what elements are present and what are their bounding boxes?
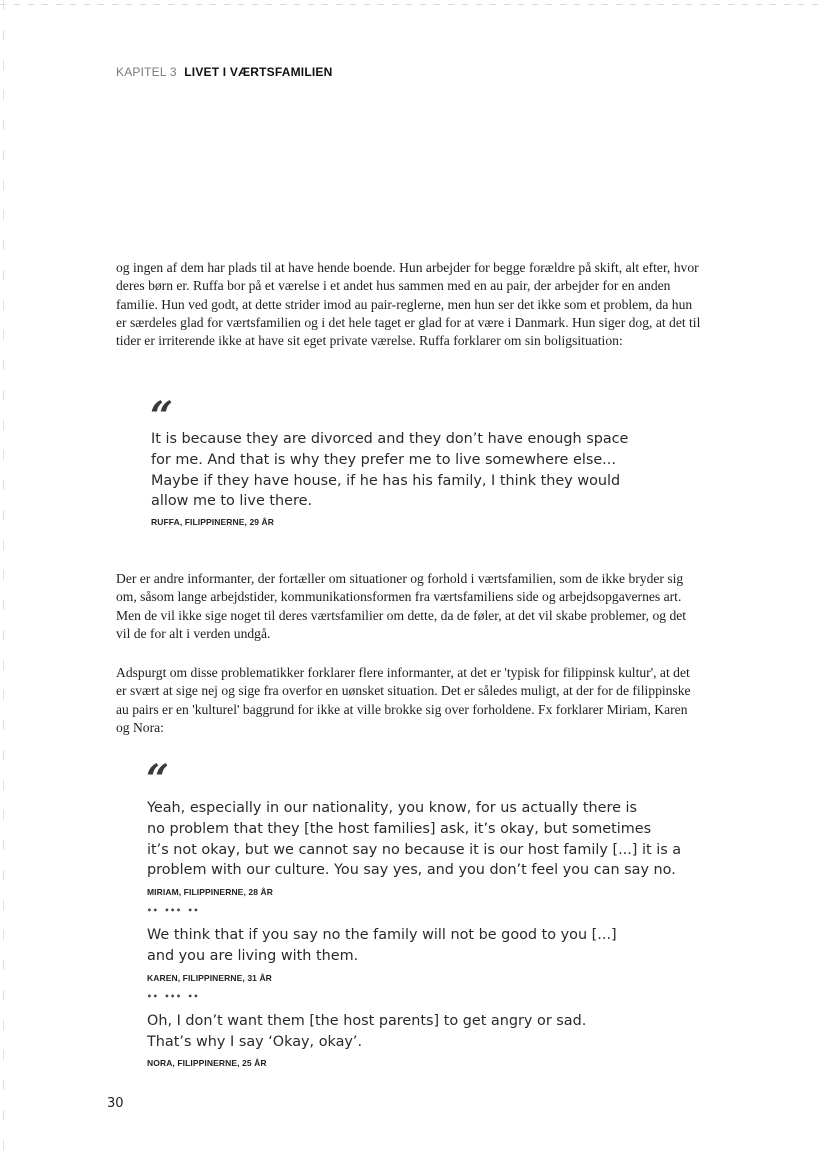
body-paragraph: og ingen af dem har plads til at have hende boende. Hun arbejder for begge forældre på skift, alt efter, hvor deres børn er. Ruffa bor på et værelse i et andet hus sammen med en au pair, der arbejder for en anden familie. Hun ved godt, at dette strider imod au pair-reglerne, men hun ser det ikke som et problem, da hun er særdeles glad for værtsfamilien og i det hele taget er glad for at være i Danmark. Hun siger dog, at det til tider er irriterende ikke at have sit eget private værelse. Ruffa forklarer om sin boligsituation:	[116, 260, 701, 349]
quote-line: Oh, I don’t want them [the host parents] to get angry or sad.	[147, 1013, 587, 1029]
quote-attribution: MIRIAM, FILIPPINERNE, 28 ÅR	[147, 887, 273, 897]
quote-line: That’s why I say ‘Okay, okay’.	[147, 1033, 363, 1050]
quote-line: no problem that they [the host families] ask, it’s okay, but sometimes	[147, 820, 652, 837]
scan-edge-top	[0, 4, 825, 5]
quote-attribution: NORA, FILIPPINERNE, 25 ÅR	[147, 1058, 267, 1068]
chapter-title: LIVET I VÆRTSFAMILIEN	[184, 65, 333, 79]
quote-attribution: KAREN, FILIPPINERNE, 31 ÅR	[147, 973, 272, 983]
quote-line: allow me to live there.	[151, 493, 313, 510]
scan-edge-left	[3, 0, 4, 1168]
quote-text	[147, 1011, 586, 1053]
page-number: 30	[107, 1096, 124, 1111]
quote-line: and you are living with them.	[147, 947, 359, 964]
quote-line: It is because they are divorced and they don’t have enough space	[151, 431, 629, 447]
quote-text	[147, 925, 617, 967]
quote-text	[151, 429, 628, 512]
running-header	[116, 65, 332, 79]
body-paragraph: Adspurgt om disse problematikker forklarer flere informanter, at det er 'typisk for filippinsk kultur', at det er svært at sige nej og sige fra overfor en uønsket situation. Det er således muligt, at der for de filippinske au pairs er en 'kulturel' baggrund for ikke at ville brokke sig over forholdene. Fx forklarer Miriam, Karen og Nora:	[116, 665, 691, 735]
quote-line: Maybe if they have house, if he has his family, I think they would	[151, 472, 621, 489]
quotation-mark-icon: “	[146, 756, 166, 803]
quote-line: it’s not okay, but we cannot say no because it is our host family [...] it is a	[147, 841, 682, 858]
quote-line: problem with our culture. You say yes, and you don’t feel you can say no.	[147, 862, 676, 879]
quote-line: for me. And that is why they prefer me to live somewhere else...	[151, 451, 616, 468]
chapter-label: KAPITEL 3	[116, 65, 177, 79]
quotation-mark-icon: “	[150, 393, 170, 440]
quote-line: Yeah, especially in our nationality, you know, for us actually there is	[147, 800, 637, 816]
body-paragraph: Der er andre informanter, der fortæller om situationer og forhold i værtsfamilien, som de ikke bryder sig om, såsom lange arbejdstider, kommunikationsformen fra værtsfamiliens side og arbejdsopgavernes art. Men de vil ikke sige noget til deres værtsfamilier om dette, da de føler, at det vil skabe problemer, og det vil de for alt i verden undgå.	[116, 571, 687, 641]
quote-attribution: RUFFA, FILIPPINERNE, 29 ÅR	[151, 517, 275, 527]
quote-separator: •• ••• ••	[147, 906, 200, 915]
quote-text	[147, 798, 681, 881]
quote-line: We think that if you say no the family will not be good to you [...]	[147, 927, 617, 943]
quote-separator: •• ••• ••	[147, 992, 200, 1001]
